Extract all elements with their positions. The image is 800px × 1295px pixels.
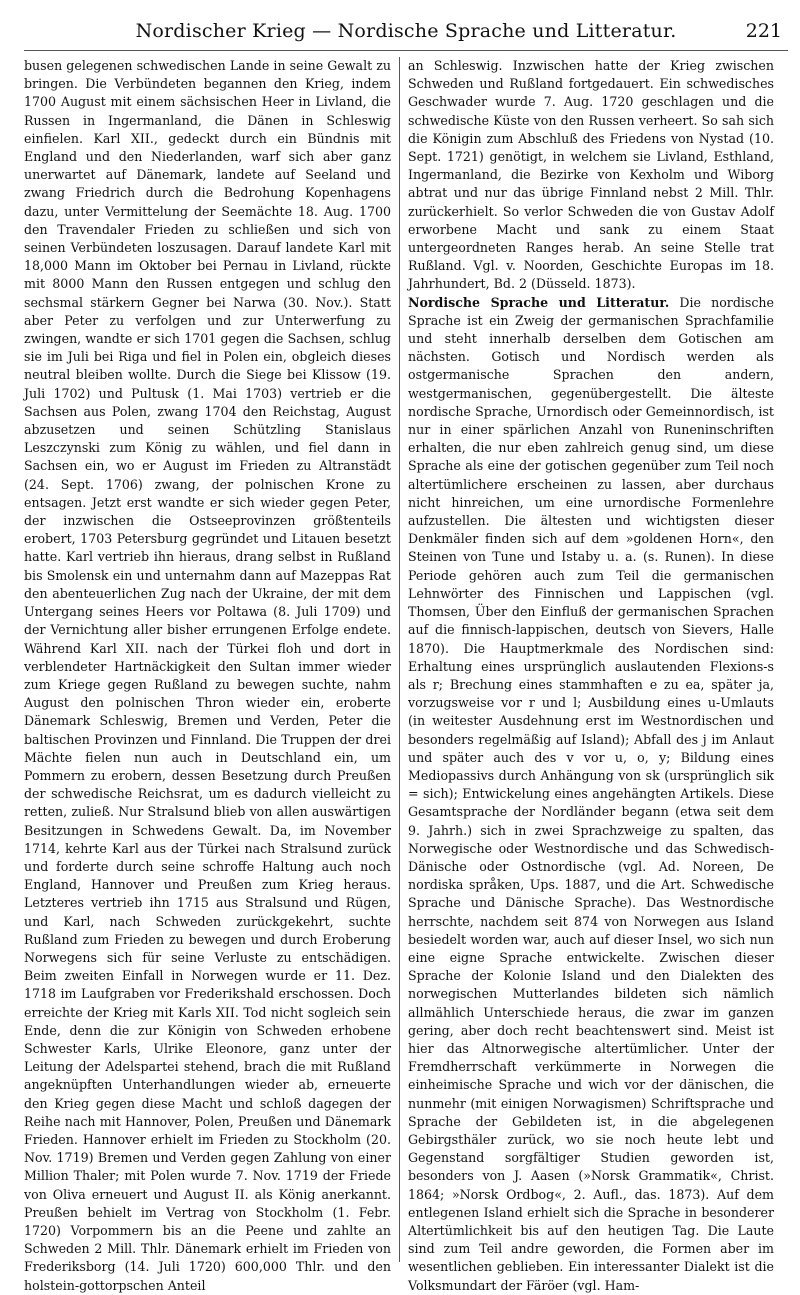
article-heading: Nordische Sprache und Litteratur. bbox=[408, 294, 670, 310]
right-intro-paragraph: an Schleswig. Inzwischen hatte der Krieg zwischen Schweden und Rußland fortgedauert. Ein schwedisches Geschwader wurde 7. Aug. 1720 geschlagen und die schwedische Küste von den Russen verheert. So sah sich die Königin zum Abschluß des Friedens von Nystad (10. Sept. 1721) genötigt, in welchem sie Livland, Esthland, Ingermanland, die Bezirke von Kexholm und Wiborg abtrat und nur das übrige Finnland nebst 2 Mill. Thlr. zurückerhielt. So verlor Schweden die von Gustav Adolf erworbene Macht und sank zu einem Staat untergeordneten Ranges herab. An seine Stelle trat Rußland. Vgl. v. Noorden, Geschichte Europas im 18. Jahrhundert, Bd. 2 (Düsseld. 1873). bbox=[408, 58, 774, 292]
left-column bbox=[24, 57, 399, 1293]
article-paragraph bbox=[408, 294, 774, 1295]
running-title: Nordischer Krieg — Nordische Sprache und Litteratur. bbox=[135, 20, 677, 42]
page-header bbox=[24, 0, 788, 51]
page-number: 221 bbox=[745, 20, 782, 42]
text-columns bbox=[24, 57, 788, 1293]
left-paragraph: busen gelegenen schwedischen Lande in seine Gewalt zu bringen. Die Verbündeten begannen den Krieg, indem 1700 August mit einem sächsischen Heer in Livland, die Russen in Ingermanland, die Dänen in Schleswig einfielen. Karl XII., gedeckt durch ein Bündnis mit England und den Niederlanden, warf sich aber ganz unerwartet auf Dänemark, landete auf Seeland und zwang Friedrich durch die Bedrohung Kopenhagens dazu, unter Vermittelung der Seemächte 18. Aug. 1700 den Travendaler Frieden zu schließen und sich von seinen Verbündeten loszusagen. Darauf landete Karl mit 18,000 Mann im Oktober bei Pernau in Livland, rückte mit 8000 Mann den Russen entgegen und schlug den sechsmal stärkern Gegner bei Narwa (30. Nov.). Statt aber Peter zu verfolgen und zur Unterwerfung zu zwingen, wandte er sich 1701 gegen die Sachsen, schlug sie im Juli bei Riga und fiel in Polen ein, obgleich dieses neutral bleiben wollte. Durch die Siege bei Klissow (19. Juli 1702) und Pultusk (1. Mai 1703) vertrieb er die Sachsen aus Polen, zwang 1704 den Reichstag, August abzusetzen und seinen Schützling Stanislaus Leszczynski zum König zu wählen, und fiel dann in Sachsen ein, wo er August im Frieden zu Altranstädt (24. Sept. 1706) zwang, der polnischen Krone zu entsagen. Jetzt erst wandte er sich wieder gegen Peter, der inzwischen die Ostseeprovinzen größtenteils erobert, 1703 Petersburg gegründet und Litauen besetzt hatte. Karl vertrieb ihn hieraus, drang selbst in Rußland bis Smolensk ein und unternahm dann auf Mazeppas Rat den abenteuerlichen Zug nach der Ukraine, der mit dem Untergang seines Heers vor Poltawa (8. Juli 1709) und der Vernichtung aller bisher errungenen Erfolge endete. Während Karl XII. nach der Türkei floh und dort in verblendeter Hartnäckigkeit den Sultan immer wieder zum Kriege gegen Rußland zu bewegen suchte, nahm August den polnischen Thron wieder ein, eroberte Dänemark Schleswig, Bremen und Verden, Peter die baltischen Provinzen und Finnland. Die Truppen der drei Mächte fielen nun auch in Deutschland ein, um Pommern zu erobern, dessen Besetzung durch Preußen der schwedische Reichsrat, um es dadurch vielleicht zu retten, zuließ. Nur Stralsund blieb von allen auswärtigen Besitzungen in Schwedens Gewalt. Da, im November 1714, kehrte Karl aus der Türkei nach Stralsund zurück und forderte durch seine schroffe Haltung auch noch England, Hannover und Preußen zum Krieg heraus. Letzteres vertrieb ihn 1715 aus Stralsund und Rügen, und Karl, nach Schweden zurückgekehrt, suchte Rußland zum Frieden zu bewegen und durch Eroberung Norwegens sich für seine Verluste zu entschädigen. Beim zweiten Einfall in Norwegen wurde er 11. Dez. 1718 im Laufgraben vor Frederikshald erschossen. Doch erreichte der Krieg mit Karls XII. Tod nicht sogleich sein Ende, denn die zur Königin von Schweden erhobene Schwester Karls, Ulrike Eleonore, ganz unter der Leitung der Adelspartei stehend, brach die mit Rußland angeknüpften Unterhandlungen wieder ab, erneuerte den Krieg gegen diese Macht und schloß dagegen der Reihe nach mit Hannover, Polen, Preußen und Dänemark Frieden. Hannover erhielt im Frieden zu Stockholm (20. Nov. 1719) Bremen und Verden gegen Zahlung von einer Million Thaler; mit Polen wurde 7. Nov. 1719 der Friede von Oliva erneuert und August II. als König anerkannt. Preußen behielt im Vertrag von Stockholm (1. Febr. 1720) Vorpommern bis an die Peene und zahlte an Schweden 2 Mill. Thlr. Dänemark erhielt im Frieden von Frederiksborg (14. Juli 1720) 600,000 Thlr. und den holstein-gottorpschen Anteil bbox=[24, 58, 391, 1293]
right-column bbox=[399, 57, 774, 1293]
article-text: Die nordische Sprache ist ein Zweig der germanischen Sprachfamilie und steht innerhalb derselben dem Gotischen am nächsten. Gotisch und Nordisch werden als ostgermanische Sprachen den andern, westgermanischen, gegenübergestellt. Die älteste nordische Sprache, Urnordisch oder Gemeinnordisch, ist nur in einer spärlichen Anzahl von Runeninschriften erhalten, die nur eben zahlreich genug sind, um diese Sprache als eine der gotischen gegenüber zum Teil noch altertümlichere erscheinen zu lassen, aber durchaus nicht hinreichen, um eine urnordische Formenlehre aufzustellen. Die ältesten und wichtigsten dieser Denkmäler finden sich auf dem »goldenen Horn«, den Steinen von Tune und Istaby u. a. (s. Runen). In diese Periode gehören auch zum Teil die germanischen Lehnwörter des Finnischen und Lappischen (vgl. Thomsen, Über den Einfluß der germanischen Sprachen auf die finnisch-lappischen, deutsch von Sievers, Halle 1870). Die Hauptmerkmale des Nordischen sind: Erhaltung eines ursprünglich auslautenden Flexions-s als r; Brechung eines stammhaften e zu ea, später ja, vorzugsweise vor r und l; Ausbildung eines u-Umlauts (in weitester Ausdehnung erst im Westnordischen und besonders regelmäßig auf Island); Abfall des j im Anlaut und später auch des v vor u, o, y; Bildung eines Mediopassivs durch Anhängung von sk (ursprünglich sik = sich); Entwickelung eines angehängten Artikels. Diese Gesamtsprache der Nordländer begann (etwa seit dem 9. Jahrh.) sich in zwei Sprachzweige zu spalten, das Norwegische oder Westnordische und das Schwedisch-Dänische oder Ostnordische (vgl. Ad. Noreen, De nordiska språken, Ups. 1887, und die Art. Schwedische Sprache und Dänische Sprache). Das Westnordische herrschte, nachdem seit 874 von Norwegen aus Island besiedelt worden war, auch auf dieser Insel, wo sich nun eine eigne Sprache entwickelte. Zwischen dieser Sprache der Kolonie Island und den Dialekten des norwegischen Mutterlandes bildeten sich nämlich allmählich Unterschiede heraus, die zwar im ganzen gering, aber doch recht beachtenswert sind. Meist ist hier das Altnorwegische altertümlicher. Unter der Fremdherrschaft verkümmerte in Norwegen die einheimische Sprache und wich vor der dänischen, die nunmehr (mit einigen Norwagismen) Schriftsprache und Sprache der Gebildeten ist, in die abgelegenen Gebirgsthäler zurück, wo sie noch heute lebt und Gegenstand sorgfältiger Studien geworden ist, besonders von J. Aasen (»Norsk Grammatik«, Christ. 1864; »Norsk Ordbog«, 2. Aufl., das. 1873). Auf dem entlegenen Island erhielt sich die Sprache in besonderer Altertümlichkeit bis auf den heutigen Tag. Die Laute sind zum Teil andre geworden, die Formen aber im wesentlichen geblieben. Ein interessanter Dialekt ist die Volksmundart der Färöer (vgl. Ham- bbox=[408, 294, 774, 1293]
